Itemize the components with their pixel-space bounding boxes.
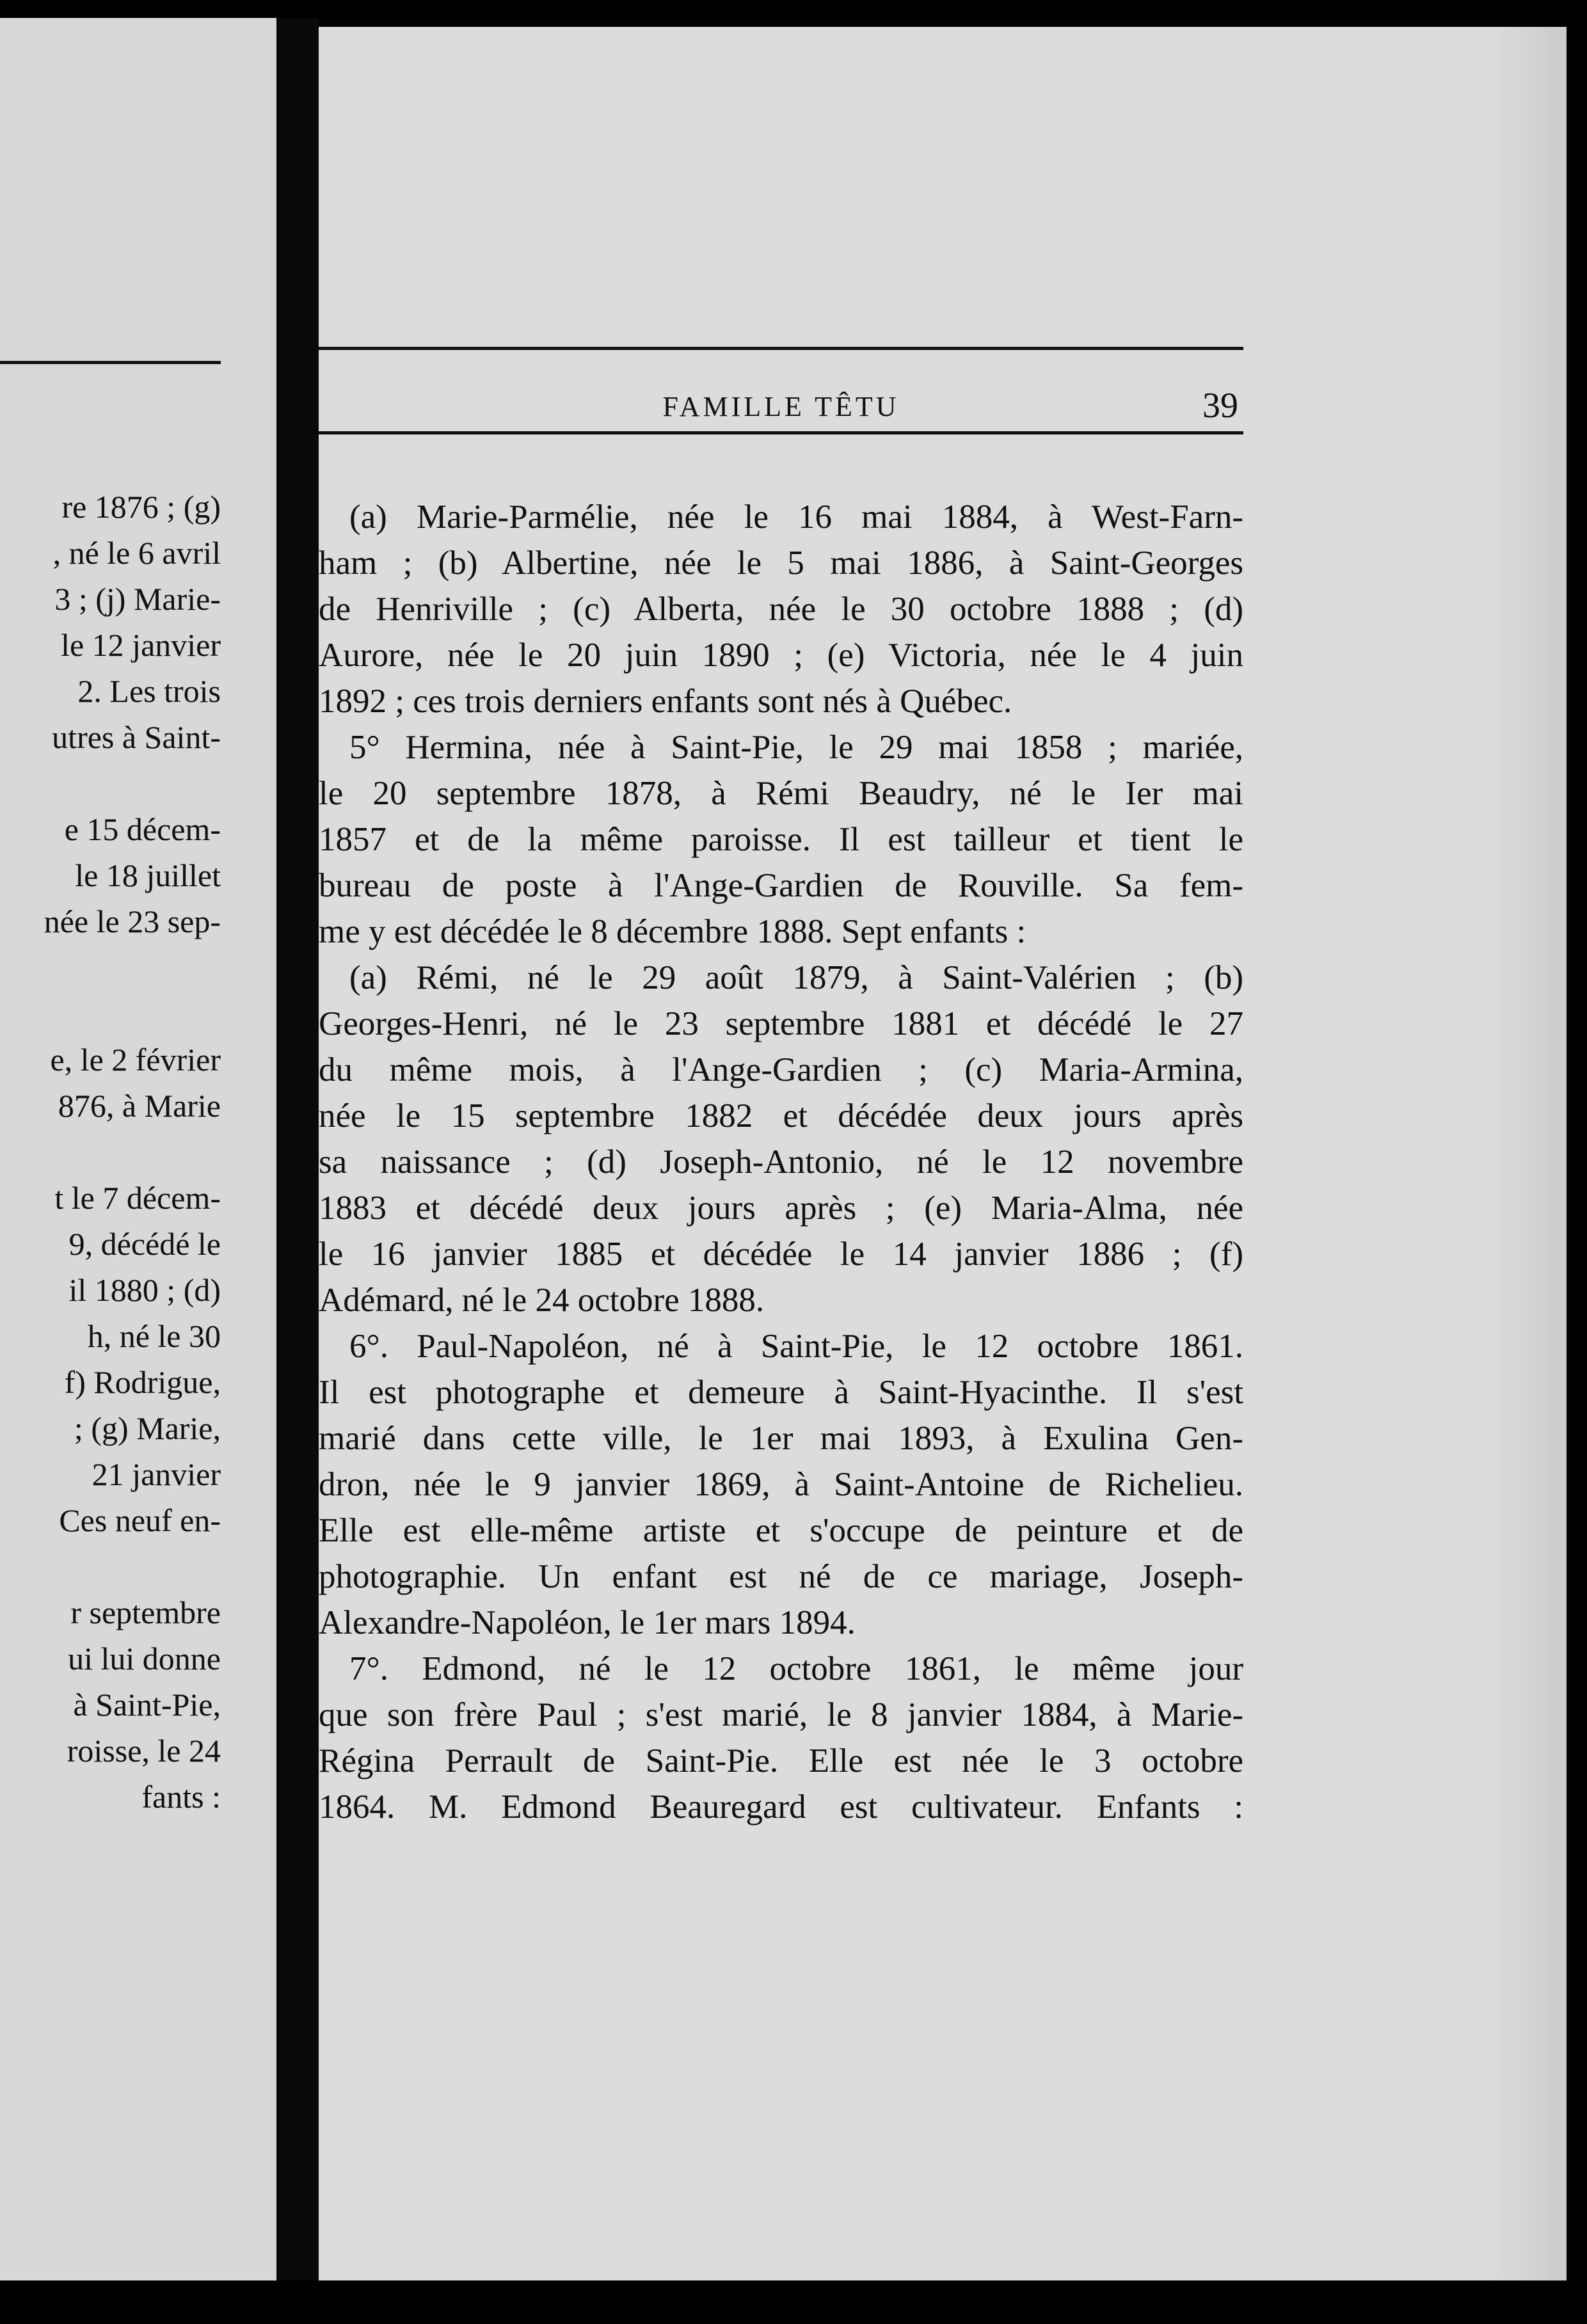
text-line: 1864. M. Edmond Beauregard est cultivateur. Enfants : <box>319 1788 1243 1826</box>
running-head <box>319 385 1243 430</box>
facing-line: à Saint-Pie, <box>73 1687 221 1723</box>
text-line: Adémard, né le 24 octobre 1888. <box>319 1282 765 1319</box>
header-rule-top <box>319 347 1243 350</box>
page-shade <box>1490 27 1567 2280</box>
text-line: ham ; (b) Albertine, née le 5 mai 1886, à Saint-Georges <box>319 545 1243 582</box>
book-gutter <box>276 18 319 2280</box>
facing-line: le 18 juillet <box>75 857 221 893</box>
text-line: du même mois, à l'Ange-Gardien ; (c) Maria-Armina, <box>319 1051 1243 1088</box>
facing-line: 9, décédé le <box>68 1226 221 1262</box>
facing-line: t le 7 décem- <box>54 1180 221 1216</box>
facing-line: 3 ; (j) Marie- <box>54 581 221 617</box>
text-line: Georges-Henri, né le 23 septembre 1881 et décédé le 27 <box>319 1005 1243 1042</box>
text-line: 1892 ; ces trois derniers enfants sont nés à Québec. <box>319 683 1012 720</box>
text-line: 5° Hermina, née à Saint-Pie, le 29 mai 1858 ; mariée, <box>349 729 1243 766</box>
facing-line: e, le 2 février <box>50 1042 221 1078</box>
page-number: 39 <box>1202 386 1238 426</box>
facing-line: f) Rodrigue, <box>64 1364 221 1400</box>
text-line: 6°. Paul-Napoléon, né à Saint-Pie, le 12 octobre 1861. <box>349 1328 1243 1365</box>
text-line: 1883 et décédé deux jours après ; (e) Maria-Alma, née <box>319 1190 1243 1227</box>
facing-line: r septembre <box>70 1595 221 1630</box>
facing-line: e 15 décem- <box>64 811 221 847</box>
facing-line: ui lui donne <box>68 1641 221 1676</box>
text-line: de Henriville ; (c) Alberta, née le 30 octobre 1888 ; (d) <box>319 591 1243 628</box>
text-line: dron, née le 9 janvier 1869, à Saint-Antoine de Richelieu. <box>319 1466 1243 1503</box>
running-title: FAMILLE TÊTU <box>662 391 900 422</box>
facing-line: Ces neuf en- <box>59 1502 221 1538</box>
facing-page-rule <box>0 361 221 364</box>
text-line: Il est photographe et demeure à Saint-Hyacinthe. Il s'est <box>319 1374 1243 1411</box>
text-line: 7°. Edmond, né le 12 octobre 1861, le même jour <box>349 1650 1243 1687</box>
text-line: Alexandre-Napoléon, le 1er mars 1894. <box>319 1604 856 1641</box>
facing-line: , né le 6 avril <box>52 535 221 571</box>
facing-line: fants : <box>141 1779 221 1815</box>
text-line: Régina Perrault de Saint-Pie. Elle est née le 3 octobre <box>319 1742 1243 1779</box>
facing-line: le 12 janvier <box>61 627 221 663</box>
facing-line: roisse, le 24 <box>67 1733 221 1769</box>
main-page <box>319 27 1567 2280</box>
text-line: (a) Marie-Parmélie, née le 16 mai 1884, à West-Farn- <box>349 498 1243 536</box>
text-line: me y est décédée le 8 décembre 1888. Sept enfants : <box>319 913 1026 950</box>
text-line: bureau de poste à l'Ange-Gardien de Rouville. Sa fem- <box>319 867 1243 904</box>
facing-line: 876, à Marie <box>58 1088 221 1124</box>
text-line: (a) Rémi, né le 29 août 1879, à Saint-Valérien ; (b) <box>349 959 1243 996</box>
text-line: née le 15 septembre 1882 et décédée deux jours après <box>319 1097 1243 1134</box>
facing-line: h, né le 30 <box>87 1318 221 1354</box>
facing-line: re 1876 ; (g) <box>61 489 221 525</box>
facing-line: née le 23 sep- <box>44 903 221 939</box>
facing-line: il 1880 ; (d) <box>68 1272 221 1308</box>
facing-line: 21 janvier <box>92 1456 221 1492</box>
text-line: photographie. Un enfant est né de ce mariage, Joseph- <box>319 1558 1243 1595</box>
text-line: Elle est elle-même artiste et s'occupe de peinture et de <box>319 1512 1243 1549</box>
text-line: le 20 septembre 1878, à Rémi Beaudry, né le Ier mai <box>319 775 1243 812</box>
text-line: marié dans cette ville, le 1er mai 1893, à Exulina Gen- <box>319 1420 1243 1457</box>
facing-line: utres à Saint- <box>52 719 221 755</box>
facing-line: 2. Les trois <box>77 673 221 709</box>
facing-line: ; (g) Marie, <box>74 1410 221 1446</box>
text-line: que son frère Paul ; s'est marié, le 8 janvier 1884, à Marie- <box>319 1696 1243 1733</box>
text-line: Aurore, née le 20 juin 1890 ; (e) Victoria, née le 4 juin <box>319 637 1243 674</box>
text-line: le 16 janvier 1885 et décédée le 14 janvier 1886 ; (f) <box>319 1236 1243 1273</box>
facing-page <box>0 18 276 2280</box>
text-line: 1857 et de la même paroisse. Il est tailleur et tient le <box>319 821 1243 858</box>
text-line: sa naissance ; (d) Joseph-Antonio, né le 12 novembre <box>319 1143 1243 1181</box>
header-rule-bottom <box>319 431 1243 434</box>
